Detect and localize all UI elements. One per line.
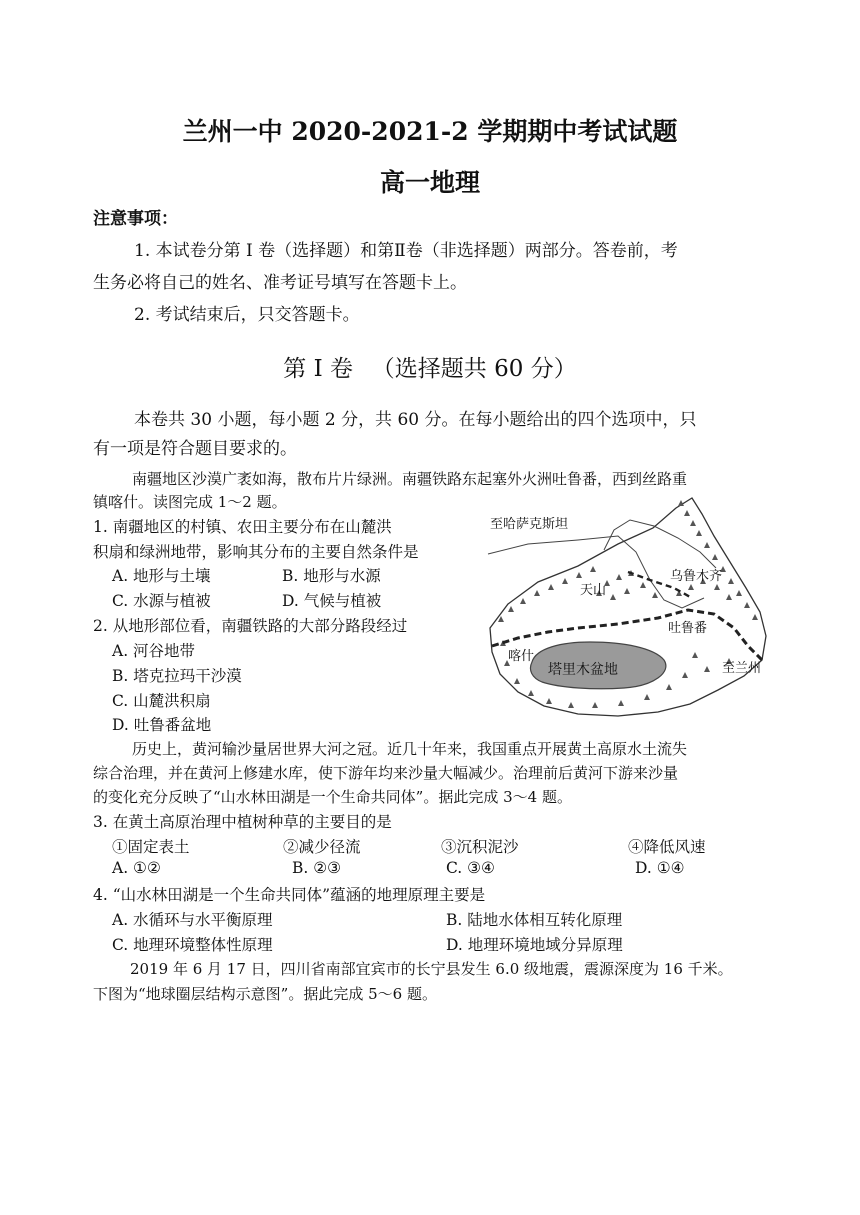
passage-1-line-1: 南疆地区沙漠广袤如海，散布片片绿洲。南疆铁路东起塞外火洲吐鲁番，西到丝路重 (132, 470, 688, 488)
q4-option-d: D. 地理环境地域分异原理 (446, 936, 623, 954)
notice-heading: 注意事项： (93, 209, 178, 229)
q2-option-c: C. 山麓洪积扇 (112, 692, 211, 710)
passage-2-line-3: 的变化充分反映了“山水林田湖是一个生命共同体”。据此完成 3～4 题。 (93, 788, 572, 806)
subject-title: 高一地理 (379, 168, 480, 197)
label-urumqi: 乌鲁木齐 (670, 569, 723, 584)
q4-option-a: A. 水循环与水平衡原理 (112, 911, 273, 929)
label-tarim-basin: 塔里木盆地 (548, 662, 618, 678)
q1-stem-line-1: 1. 南疆地区的村镇、农田主要分布在山麓洪 (93, 518, 392, 536)
q1-option-a: A. 地形与土壤 (112, 567, 211, 585)
q3-item-2: ②减少径流 (283, 838, 361, 856)
q1-stem-line-2: 积扇和绿洲地带，影响其分布的主要自然条件是 (93, 543, 419, 561)
notice-item-1-line-2: 生务必将自己的姓名、准考证号填写在答题卡上。 (93, 273, 467, 293)
section-intro-line-2: 有一项是符合题目要求的。 (93, 439, 297, 459)
label-kashgar: 喀什 (508, 649, 535, 664)
q2-option-d: D. 吐鲁番盆地 (112, 716, 212, 734)
passage-3-line-1: 2019 年 6 月 17 日，四川省南部宜宾市的长宁县发生 6.0 级地震，震源深度为 16 千米。 (130, 960, 733, 978)
q3-stem: 3. 在黄土高原治理中植树种草的主要目的是 (93, 813, 392, 831)
label-turpan: 吐鲁番 (668, 621, 708, 636)
q3-option-a: A. ①② (112, 859, 161, 877)
section-intro-line-1: 本卷共 30 小题，每小题 2 分，共 60 分。在每小题给出的四个选项中，只 (134, 410, 697, 430)
label-tianshan: 天山 (580, 583, 607, 598)
q3-item-4: ④降低风速 (628, 838, 706, 856)
passage-1-line-2: 镇喀什。读图完成 1～2 题。 (93, 493, 287, 511)
q3-option-b: B. ②③ (292, 859, 342, 877)
q1-option-b: B. 地形与水源 (282, 567, 381, 585)
notice-item-2: 2. 考试结束后，只交答题卡。 (134, 305, 360, 325)
section-title: 第 I 卷 （选择题共 60 分） (283, 356, 577, 382)
q2-stem: 2. 从地形部位看，南疆铁路的大部分路段经过 (93, 617, 408, 635)
q4-stem: 4. “山水林田湖是一个生命共同体”蕴涵的地理原理主要是 (93, 886, 486, 904)
q4-option-c: C. 地理环境整体性原理 (112, 936, 273, 954)
exam-title: 兰州一中 2020-2021-2 学期期中考试试题 (182, 117, 678, 146)
q1-option-c: C. 水源与植被 (112, 592, 211, 610)
q2-option-b: B. 塔克拉玛干沙漠 (112, 667, 242, 685)
q4-option-b: B. 陆地水体相互转化原理 (446, 911, 623, 929)
passage-3-line-2: 下图为“地球圈层结构示意图”。据此完成 5～6 题。 (93, 985, 437, 1003)
label-lanzhou: 至兰州 (722, 661, 762, 676)
q1-option-d: D. 气候与植被 (282, 592, 382, 610)
passage-2-line-1: 历史上，黄河输沙量居世界大河之冠。近几十年来，我国重点开展黄土高原水土流失 (132, 740, 688, 758)
passage-2-line-2: 综合治理，并在黄河上修建水库，使下游年均来沙量大幅减少。治理前后黄河下游来沙量 (93, 764, 679, 782)
label-kazakhstan: 至哈萨克斯坦 (490, 517, 569, 532)
q3-option-c: C. ③④ (446, 859, 495, 877)
notice-item-1-line-1: 1. 本试卷分第 I 卷（选择题）和第Ⅱ卷（非选择题）两部分。答卷前，考 (134, 241, 678, 261)
q3-option-d: D. ①④ (635, 859, 685, 877)
southern-xinjiang-map (478, 496, 771, 718)
q2-option-a: A. 河谷地带 (112, 642, 196, 660)
q3-item-1: ①固定表土 (112, 838, 190, 856)
q3-item-3: ③沉积泥沙 (441, 838, 519, 856)
